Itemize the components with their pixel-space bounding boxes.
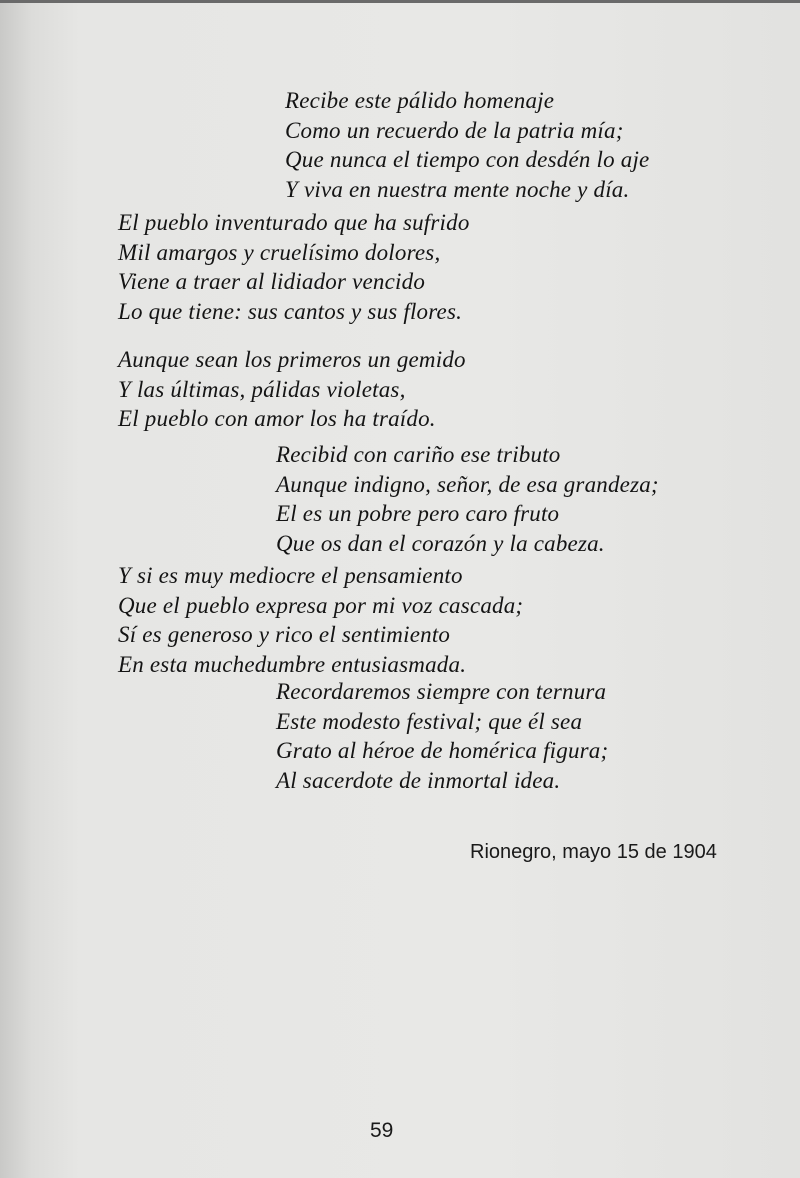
verse-line: Lo que tiene: sus cantos y sus flores. [118,298,463,324]
stanza-5 [118,561,523,679]
verse-line: El pueblo con amor los ha traído. [118,406,436,431]
verse-line: Recibid con cariño ese tributo [276,442,561,467]
verse-line: Viene a traer al lidiador vencido [118,269,426,294]
place-date-signoff: Rionegro, mayo 15 de 1904 [470,841,717,863]
verse-line: Aunque sean los primeros un gemido [118,347,466,372]
verse-line: Sí es generoso y rico el sentimiento [118,622,451,647]
verse-line: Como un recuerdo de la patria mía; [285,117,624,143]
verse-line: Que el pueblo expresa por mi voz cascada; [118,592,524,618]
stanza-1 [285,86,649,204]
verse-line: El es un pobre pero caro fruto [276,501,560,526]
verse-line: Y las últimas, pálidas violetas, [118,376,406,402]
stanza-4 [276,440,659,558]
verse-line: Mil amargos y cruelísimo dolores, [118,239,441,265]
verse-line: Y viva en nuestra mente noche y día. [285,176,630,202]
verse-line: El pueblo inventurado que ha sufrido [118,210,470,235]
page-number: 59 [370,1119,394,1142]
stanza-2 [118,208,470,326]
verse-line: Que nunca el tiempo con desdén lo aje [285,147,650,172]
verse-line: Recordaremos siempre con ternura [276,679,607,704]
stanza-6 [276,677,608,795]
verse-line: Recibe este pálido homenaje [285,88,555,113]
verse-line: En esta muchedumbre entusiasmada. [118,651,467,677]
verse-line: Y si es muy mediocre el pensamiento [118,563,463,588]
verse-line: Este modesto festival; que él sea [276,708,583,734]
stanza-3 [118,345,466,434]
verse-line: Grato al héroe de homérica figura; [276,738,609,763]
verse-line: Aunque indigno, señor, de esa grandeza; [276,471,659,497]
verse-line: Que os dan el corazón y la cabeza. [276,530,605,556]
page-top-edge [0,0,800,3]
verse-line: Al sacerdote de inmortal idea. [276,767,561,793]
